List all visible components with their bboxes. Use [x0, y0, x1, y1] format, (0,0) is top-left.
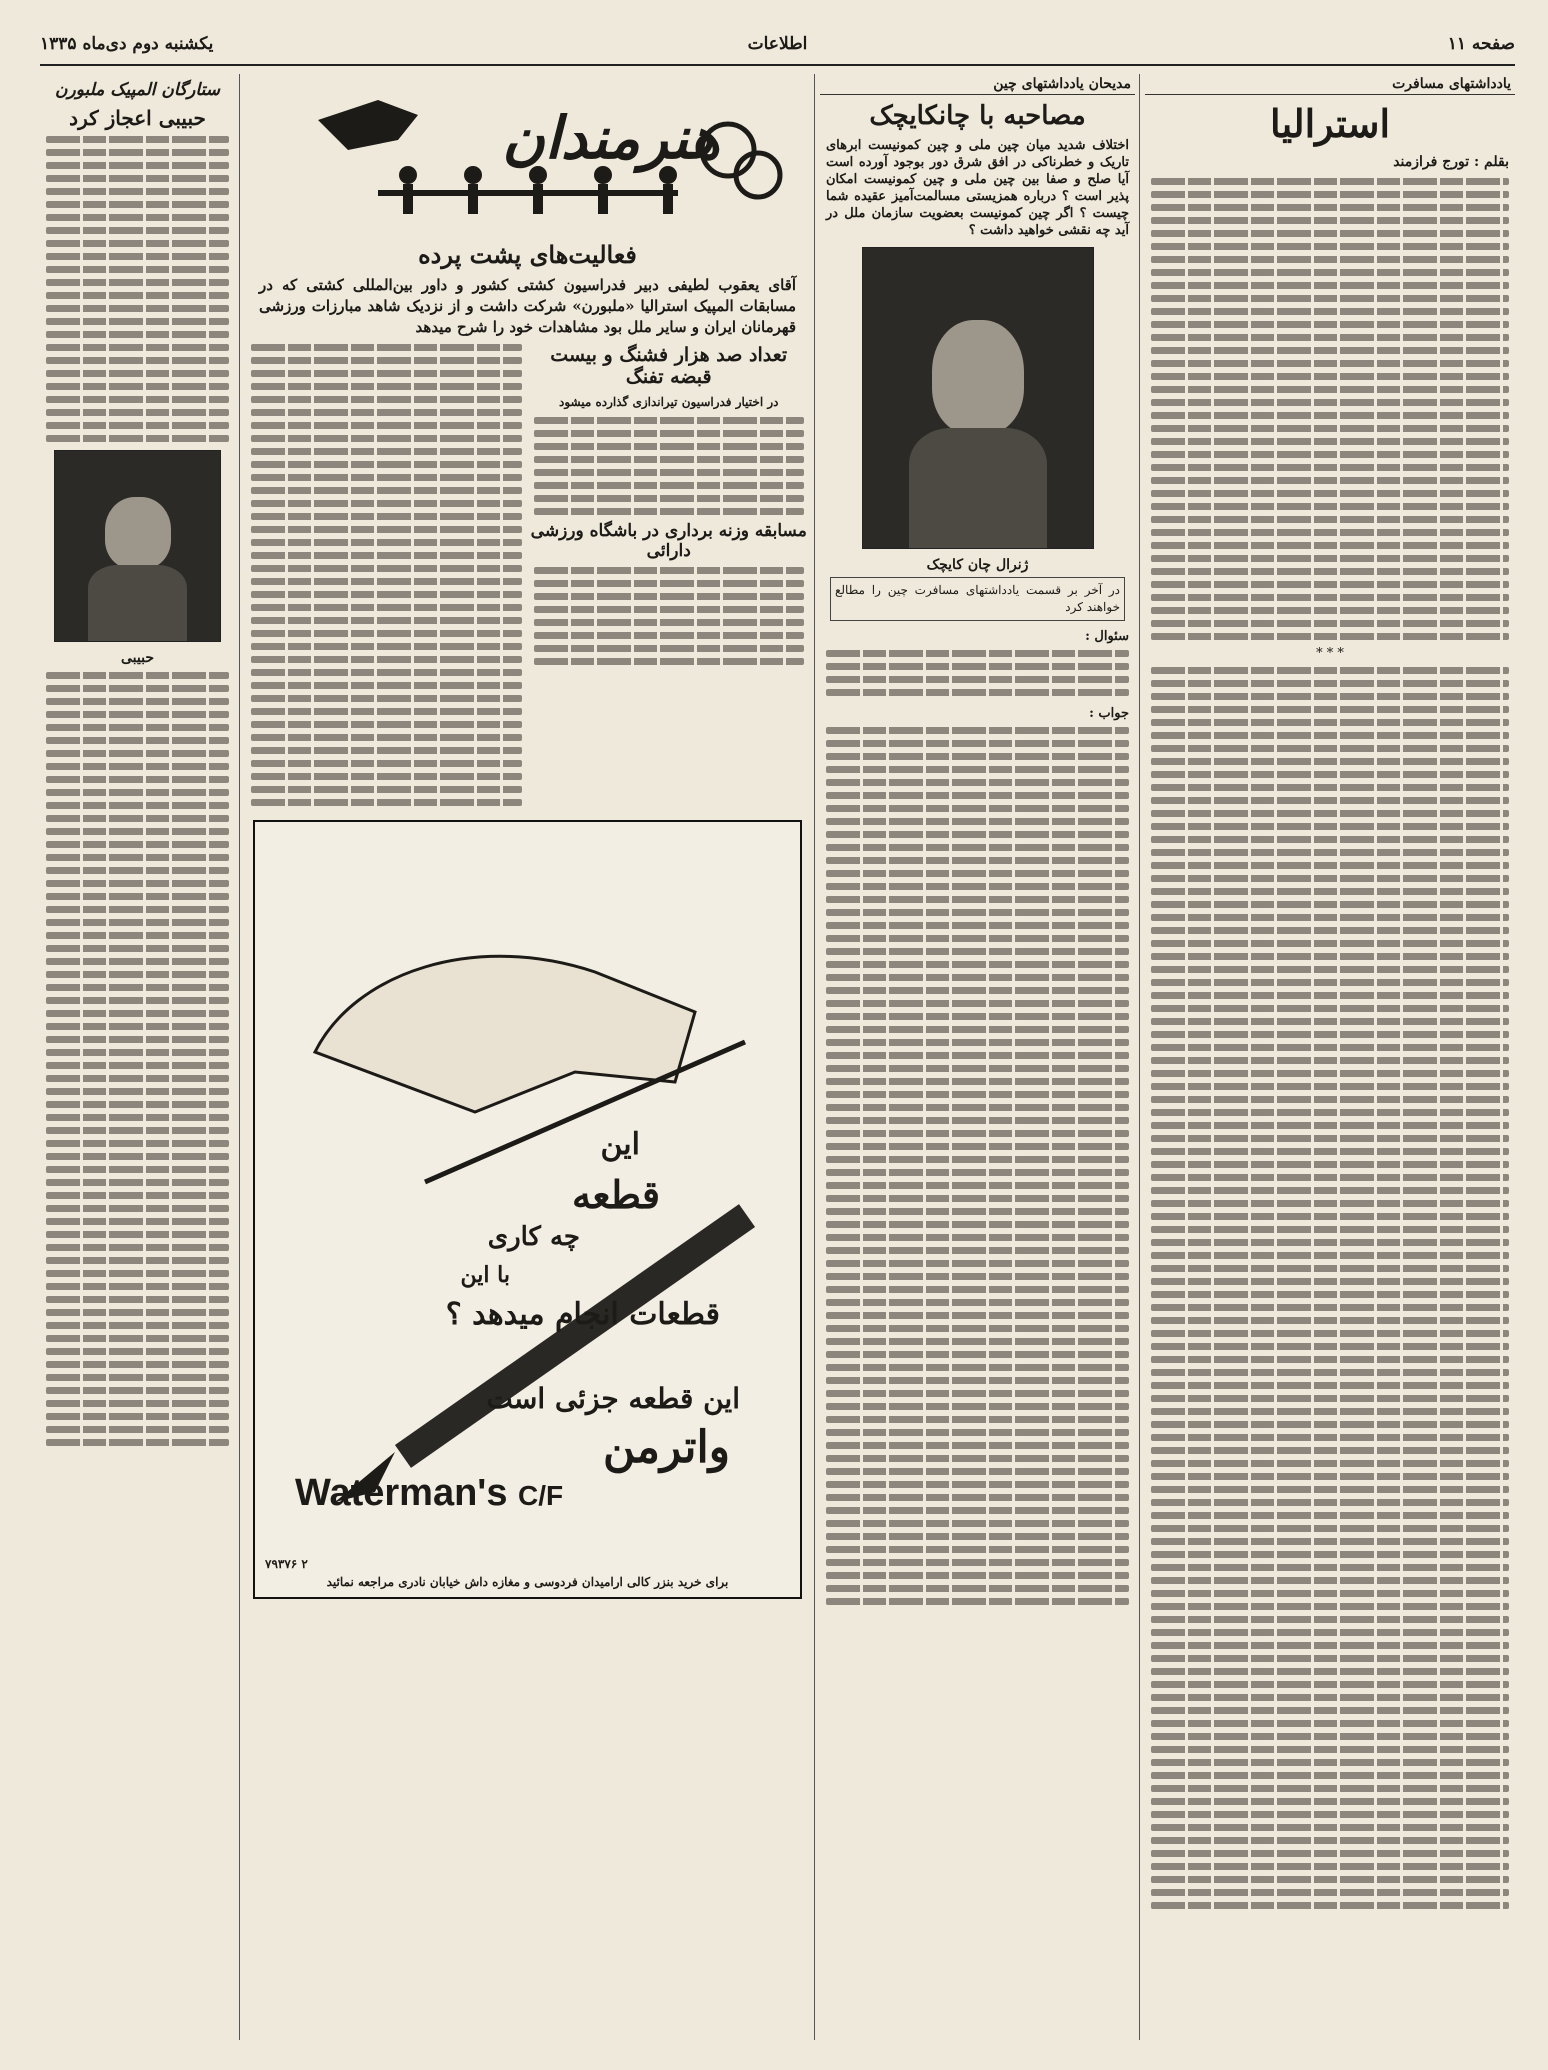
- interview-headline: مصاحبه با چانکایچک: [869, 101, 1086, 131]
- column-rule: [814, 74, 815, 2040]
- travel-kicker: یادداشتهای مسافرت: [1145, 74, 1515, 95]
- ad-slogan: این قطعه جزئی است: [486, 1382, 740, 1415]
- olympic-column: [40, 74, 235, 2040]
- habibi-caption: حبیبی: [121, 650, 154, 666]
- ad-footer: برای خرید بنزر کالی ارامیدان فردوسی و مغازه داش خیابان نادری مراجعه نمائید: [326, 1575, 729, 1589]
- chiang-kai-shek-photo: [862, 247, 1094, 549]
- page-number: صفحه ۱۱: [1447, 34, 1515, 54]
- waterman-advertisement[interactable]: [253, 820, 802, 1599]
- issue-date: یکشنبه دوم دی‌ماه ۱۳۳۵: [40, 34, 214, 54]
- column-rule: [239, 74, 240, 2040]
- photo-caption: ژنرال چان کایچک: [926, 557, 1029, 573]
- shooting-headline: تعداد صد هزار فشنگ و بیست قبضه تفنگ: [550, 344, 788, 388]
- travel-byline: بقلم : تورج فرازمند: [1393, 154, 1509, 170]
- sports-right-subcolumn: [245, 338, 528, 812]
- interview-kicker: مدیحان یادداشتهای چین: [820, 74, 1135, 95]
- sports-deck: آقای یعقوب لطیفی دبیر فدراسیون کشتی کشور و داور بین‌المللی کشتی که در مسابقات المپیک استرالیا «ملبورن» شرکت داشت و از نزدیک شاهد مبارزات ورزشی قهرمانان ایران و سایر ملل بود مشاهدات خود را شرح میدهد: [259, 276, 796, 336]
- weights-headline: مسابقه وزنه برداری در باشگاه ورزشی دارائی: [530, 521, 807, 561]
- olympic-subhead: حبیبی اعجاز کرد: [69, 106, 206, 130]
- habibi-photo: [54, 450, 221, 642]
- ad-line-5: قطعات انجام میدهد ؟: [445, 1297, 720, 1332]
- sports-banner: [245, 74, 810, 234]
- sports-section: [245, 74, 810, 2040]
- ad-line-4: با این: [460, 1262, 510, 1288]
- travel-column: [1145, 74, 1515, 2040]
- sports-title: فعالیت‌های پشت پرده: [418, 240, 637, 269]
- interview-column: [820, 74, 1135, 2040]
- banner-title: هنرمندان: [502, 104, 720, 172]
- section-separator: * * *: [1316, 646, 1344, 661]
- travel-body-continued: [1145, 667, 1515, 1909]
- interview-subhead: اختلاف شدید میان چین ملی و چین کمونیست ابرهای تاریک و خطرناکی در افق شرق دور بوجود آورده است آیا صلح و صفا بین چین ملی و چین کمونیست امکان پذیر است ؟ درباره همزیستی مسالمت‌آمیز عقیده شما چیست ؟ اگر چین کمونیست بعضویت سازمان ملل در آید چه نقشی خواهید داشت ؟: [826, 138, 1129, 238]
- brand-name-english: Waterman's C/F: [295, 1472, 564, 1514]
- olympic-headline: ستارگان المپیک ملبورن: [55, 80, 220, 100]
- interview-intro-box: در آخر بر قسمت یادداشتهای مسافرت چین را مطالع خواهند کرد: [830, 577, 1125, 621]
- ad-phone: ۲ ۷۹۳۷۶: [265, 1557, 308, 1571]
- question-label: سئوال :: [1085, 629, 1129, 644]
- travel-headline: استرالیا: [1269, 101, 1390, 146]
- answer-label: جواب :: [1089, 706, 1129, 721]
- travel-body: [1145, 178, 1515, 640]
- shooting-subhead: در اختیار فدراسیون تیراندازی گذارده میشود: [559, 395, 779, 409]
- newspaper-page: [40, 30, 1515, 2040]
- ad-line-2: قطعه: [571, 1172, 660, 1217]
- newspaper-name: اطلاعات: [747, 34, 808, 54]
- column-rule: [1139, 74, 1140, 2040]
- ad-line-1: این: [600, 1127, 640, 1162]
- ad-line-3: چه کاری: [487, 1222, 580, 1252]
- sports-left-subcolumn: [528, 338, 811, 812]
- brand-name-persian: واترمن: [602, 1422, 730, 1473]
- masthead: [40, 30, 1515, 66]
